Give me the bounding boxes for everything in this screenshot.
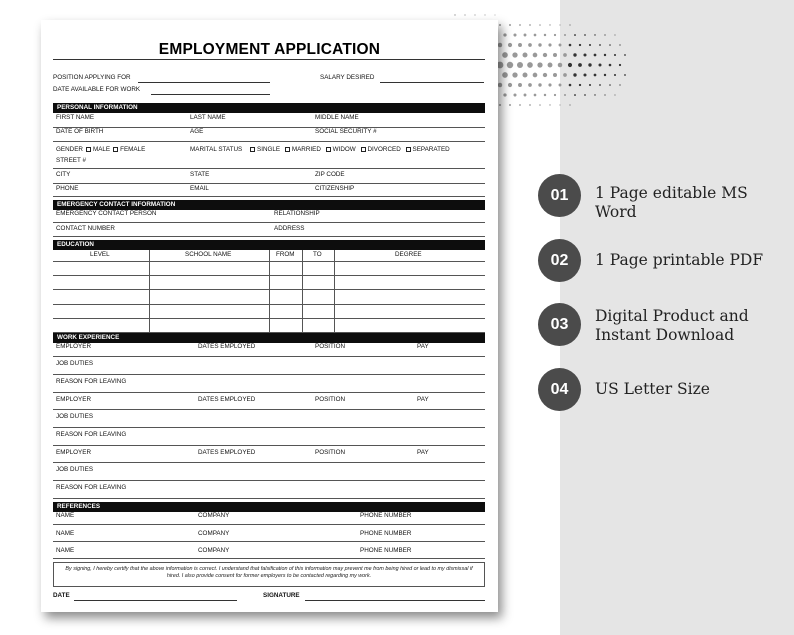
row-divider: [53, 168, 485, 169]
employment-application-form: [41, 20, 498, 612]
row-divider: [53, 524, 485, 525]
date-label: DATE: [53, 592, 70, 599]
first-name-label: FIRST NAME: [56, 114, 95, 121]
signature-line[interactable]: [305, 600, 485, 601]
emergency-header: EMERGENCY CONTACT INFORMATION: [53, 200, 485, 210]
employer-label: EMPLOYER: [56, 396, 91, 403]
position-line[interactable]: [138, 82, 270, 83]
separated-label: SEPARATED: [412, 146, 450, 154]
row-divider: [53, 462, 485, 463]
state-label: STATE: [190, 171, 210, 178]
citizenship-label: CITIZENSHIP: [315, 185, 355, 192]
references-header: REFERENCES: [53, 502, 485, 512]
personal-info-header: PERSONAL INFORMATION: [53, 103, 485, 113]
marital-group: [190, 147, 450, 153]
middle-name-label: MIDDLE NAME: [315, 114, 359, 121]
contact-number-label: CONTACT NUMBER: [56, 225, 115, 232]
feature-text: 1 Page printable PDF: [595, 251, 764, 269]
row-divider: [53, 196, 485, 197]
employer-label: EMPLOYER: [56, 343, 91, 350]
row-divider: [53, 236, 485, 237]
row-divider: [53, 222, 485, 223]
widow-checkbox[interactable]: [326, 147, 331, 152]
city-label: CITY: [56, 171, 71, 178]
ref-name-label: NAME: [56, 547, 75, 554]
ref-phone-label: PHONE NUMBER: [360, 530, 412, 537]
pay-label: PAY: [417, 396, 429, 403]
row-divider: [53, 409, 485, 410]
job-duties-label: JOB DUTIES: [56, 413, 94, 420]
date-available-label: DATE AVAILABLE FOR WORK: [53, 86, 141, 93]
feature-number-badge: 01: [538, 174, 581, 217]
dob-label: DATE OF BIRTH: [56, 128, 104, 135]
feature-number-badge: 03: [538, 303, 581, 346]
position-col-label: POSITION: [315, 343, 346, 350]
form-title: EMPLOYMENT APPLICATION: [158, 41, 381, 58]
emergency-person-label: EMERGENCY CONTACT PERSON: [56, 210, 157, 217]
pay-label: PAY: [417, 449, 429, 456]
position-label: POSITION APPLYING FOR: [53, 74, 131, 81]
edu-col-to: TO: [313, 251, 322, 258]
edu-col-divider: [269, 250, 270, 332]
ref-company-label: COMPANY: [198, 512, 230, 519]
edu-col-school: SCHOOL NAME: [185, 251, 232, 258]
job-duties-label: JOB DUTIES: [56, 360, 94, 367]
edu-col-divider: [302, 250, 303, 332]
row-divider: [53, 127, 485, 128]
separated-checkbox[interactable]: [406, 147, 411, 152]
feature-text: Digital Product and Instant Download: [595, 307, 749, 344]
ref-name-label: NAME: [56, 530, 75, 537]
pay-label: PAY: [417, 343, 429, 350]
edu-col-divider: [149, 250, 150, 332]
feature-number-badge: 02: [538, 239, 581, 282]
gender-label: GENDER: [56, 146, 83, 154]
ref-phone-label: PHONE NUMBER: [360, 512, 412, 519]
dates-employed-label: DATES EMPLOYED: [198, 343, 256, 350]
date-line[interactable]: [74, 600, 237, 601]
edu-col-divider: [334, 250, 335, 332]
female-label: FEMALE: [120, 146, 146, 154]
feature-text: 1 Page editable MS Word: [595, 184, 748, 221]
salary-label: SALARY DESIRED: [320, 74, 375, 81]
ref-company-label: COMPANY: [198, 547, 230, 554]
feature-text: US Letter Size: [595, 380, 710, 398]
street-label: STREET #: [56, 157, 86, 164]
row-divider: [53, 445, 485, 446]
divorced-checkbox[interactable]: [361, 147, 366, 152]
row-divider: [53, 356, 485, 357]
email-label: EMAIL: [190, 185, 209, 192]
row-divider: [53, 427, 485, 428]
age-label: AGE: [190, 128, 204, 135]
last-name-label: LAST NAME: [190, 114, 226, 121]
employer-label: EMPLOYER: [56, 449, 91, 456]
male-label: MALE: [92, 146, 111, 154]
edu-col-degree: DEGREE: [395, 251, 422, 258]
relationship-label: RELATIONSHIP: [274, 210, 320, 217]
date-available-line[interactable]: [151, 94, 270, 95]
address-label: ADDRESS: [274, 225, 305, 232]
dates-employed-label: DATES EMPLOYED: [198, 449, 256, 456]
reason-label: REASON FOR LEAVING: [56, 378, 127, 385]
male-checkbox[interactable]: [86, 147, 91, 152]
row-divider: [53, 374, 485, 375]
signature-label: SIGNATURE: [263, 592, 300, 599]
divorced-label: DIVORCED: [367, 146, 401, 154]
female-checkbox[interactable]: [113, 147, 118, 152]
single-checkbox[interactable]: [250, 147, 255, 152]
row-divider: [53, 392, 485, 393]
marital-label: MARITAL STATUS: [190, 146, 243, 154]
row-divider: [53, 183, 485, 184]
widow-label: WIDOW: [332, 146, 356, 154]
position-col-label: POSITION: [315, 396, 346, 403]
work-header: WORK EXPERIENCE: [53, 333, 485, 343]
position-col-label: POSITION: [315, 449, 346, 456]
reason-label: REASON FOR LEAVING: [56, 484, 127, 491]
feature-number-badge: 04: [538, 368, 581, 411]
row-divider: [53, 498, 485, 499]
row-divider: [53, 558, 485, 559]
gender-group: [56, 147, 145, 153]
title-rule: [53, 59, 485, 60]
married-label: MARRIED: [291, 146, 321, 154]
job-duties-label: JOB DUTIES: [56, 466, 94, 473]
ssn-label: SOCIAL SECURITY #: [315, 128, 377, 135]
edu-col-level: LEVEL: [90, 251, 110, 258]
salary-line[interactable]: [380, 82, 484, 83]
education-header: EDUCATION: [53, 240, 485, 250]
phone-label: PHONE: [56, 185, 79, 192]
ref-company-label: COMPANY: [198, 530, 230, 537]
ref-name-label: NAME: [56, 512, 75, 519]
certification-statement: By signing, I hereby certify that the above information is correct. I understand that falsification of this information may prevent me from being hired or lead to my dismissal if hired. I also provide consent for former employers to be contacted regarding my work.: [53, 562, 485, 587]
row-divider: [53, 141, 485, 142]
dates-employed-label: DATES EMPLOYED: [198, 396, 256, 403]
single-label: SINGLE: [257, 146, 281, 154]
edu-col-from: FROM: [276, 251, 295, 258]
reason-label: REASON FOR LEAVING: [56, 431, 127, 438]
zip-label: ZIP CODE: [315, 171, 345, 178]
married-checkbox[interactable]: [285, 147, 290, 152]
row-divider: [53, 541, 485, 542]
ref-phone-label: PHONE NUMBER: [360, 547, 412, 554]
row-divider: [53, 480, 485, 481]
